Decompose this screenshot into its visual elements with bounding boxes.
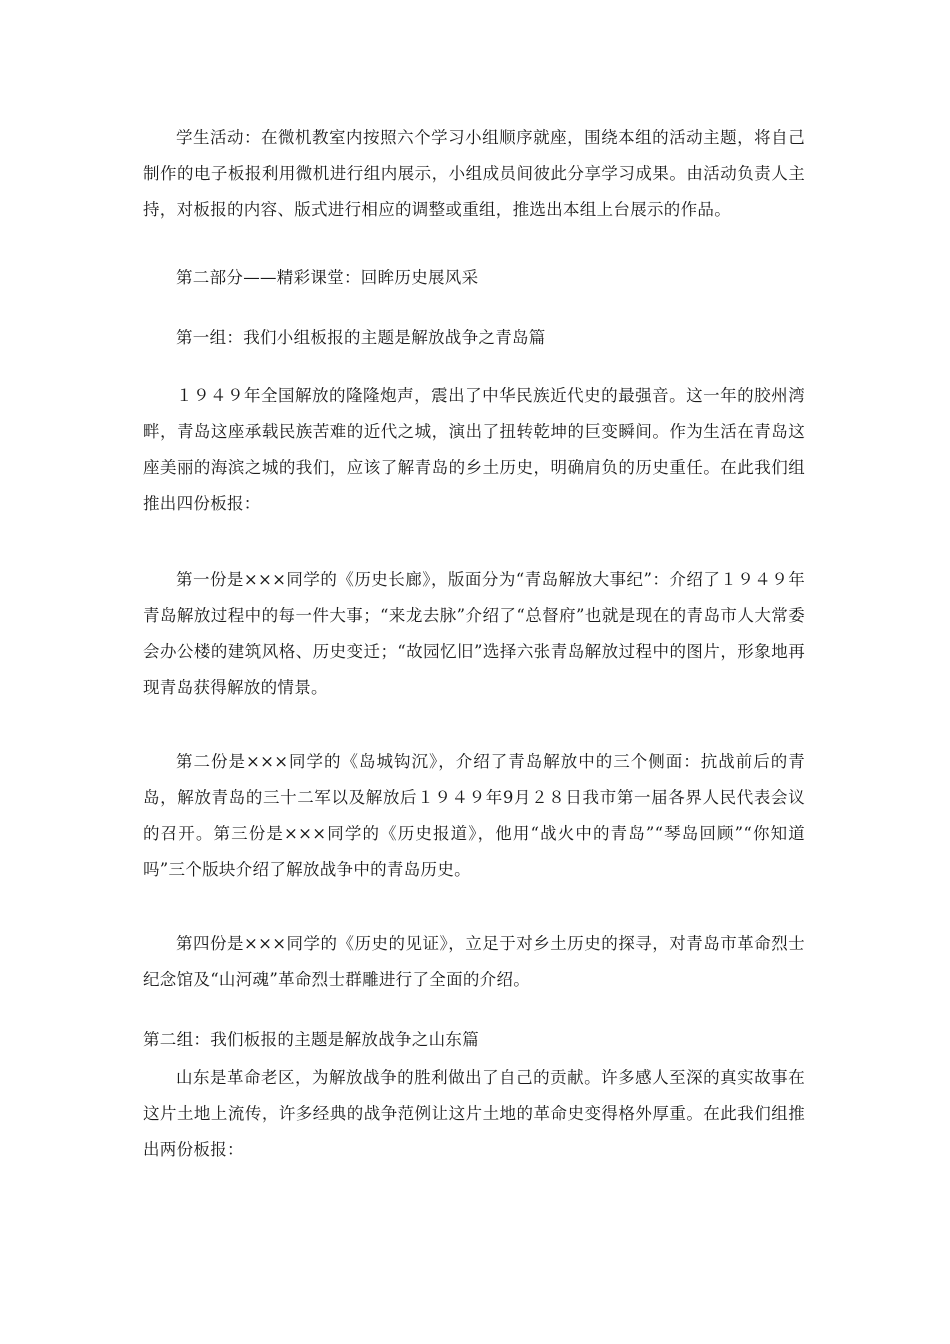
paragraph-board-two-three: 第二份是×××同学的《岛城钩沉》，介绍了青岛解放中的三个侧面：抗战前后的青岛，解放青岛的三十二军以及解放后１９４９年9月２８日我市第一届各界人民代表会议的召开。第三份是×××同学的《历史报道》，他用“战火中的青岛”“琴岛回顾”“你知道吗”三个版块介绍了解放战争中的青岛历史。	[143, 752, 805, 879]
group-two-heading: 第二组：我们板报的主题是解放战争之山东篇	[143, 1030, 479, 1049]
group-one-heading: 第一组：我们小组板报的主题是解放战争之青岛篇	[176, 328, 546, 347]
paragraph-board-one: 第一份是×××同学的《历史长廊》，版面分为“青岛解放大事纪”：介绍了１９４９年青岛解放过程中的每一件大事；“来龙去脉”介绍了“总督府”也就是现在的青岛市人大常委会办公楼的建筑风格、历史变迁；“故园忆旧”选择六张青岛解放过程中的图片，形象地再现青岛获得解放的情景。	[143, 570, 805, 697]
paragraph-student-activity: 学生活动：在微机教室内按照六个学习小组顺序就座，围绕本组的活动主题，将自己制作的电子板报利用微机进行组内展示，小组成员间彼此分享学习成果。由活动负责人主持，对板报的内容、版式进行相应的调整或重组，推选出本组上台展示的作品。	[143, 128, 805, 219]
paragraph-1949-intro: １９４９年全国解放的隆隆炮声，震出了中华民族近代史的最强音。这一年的胶州湾畔，青岛这座承载民族苦难的近代之城，演出了扭转乾坤的巨变瞬间。作为生活在青岛这座美丽的海滨之城的我们，应该了解青岛的乡土历史，明确肩负的历史重任。在此我们组推出四份板报：	[143, 386, 805, 513]
section-heading-part-two: 第二部分——精彩课堂：回眸历史展风采	[176, 268, 479, 287]
paragraph-board-four: 第四份是×××同学的《历史的见证》，立足于对乡土历史的探寻，对青岛市革命烈士纪念馆及“山河魂”革命烈士群雕进行了全面的介绍。	[143, 934, 805, 989]
paragraph-shandong: 山东是革命老区，为解放战争的胜利做出了自己的贡献。许多感人至深的真实故事在这片土地上流传，许多经典的战争范例让这片土地的革命史变得格外厚重。在此我们组推出两份板报：	[143, 1068, 805, 1159]
